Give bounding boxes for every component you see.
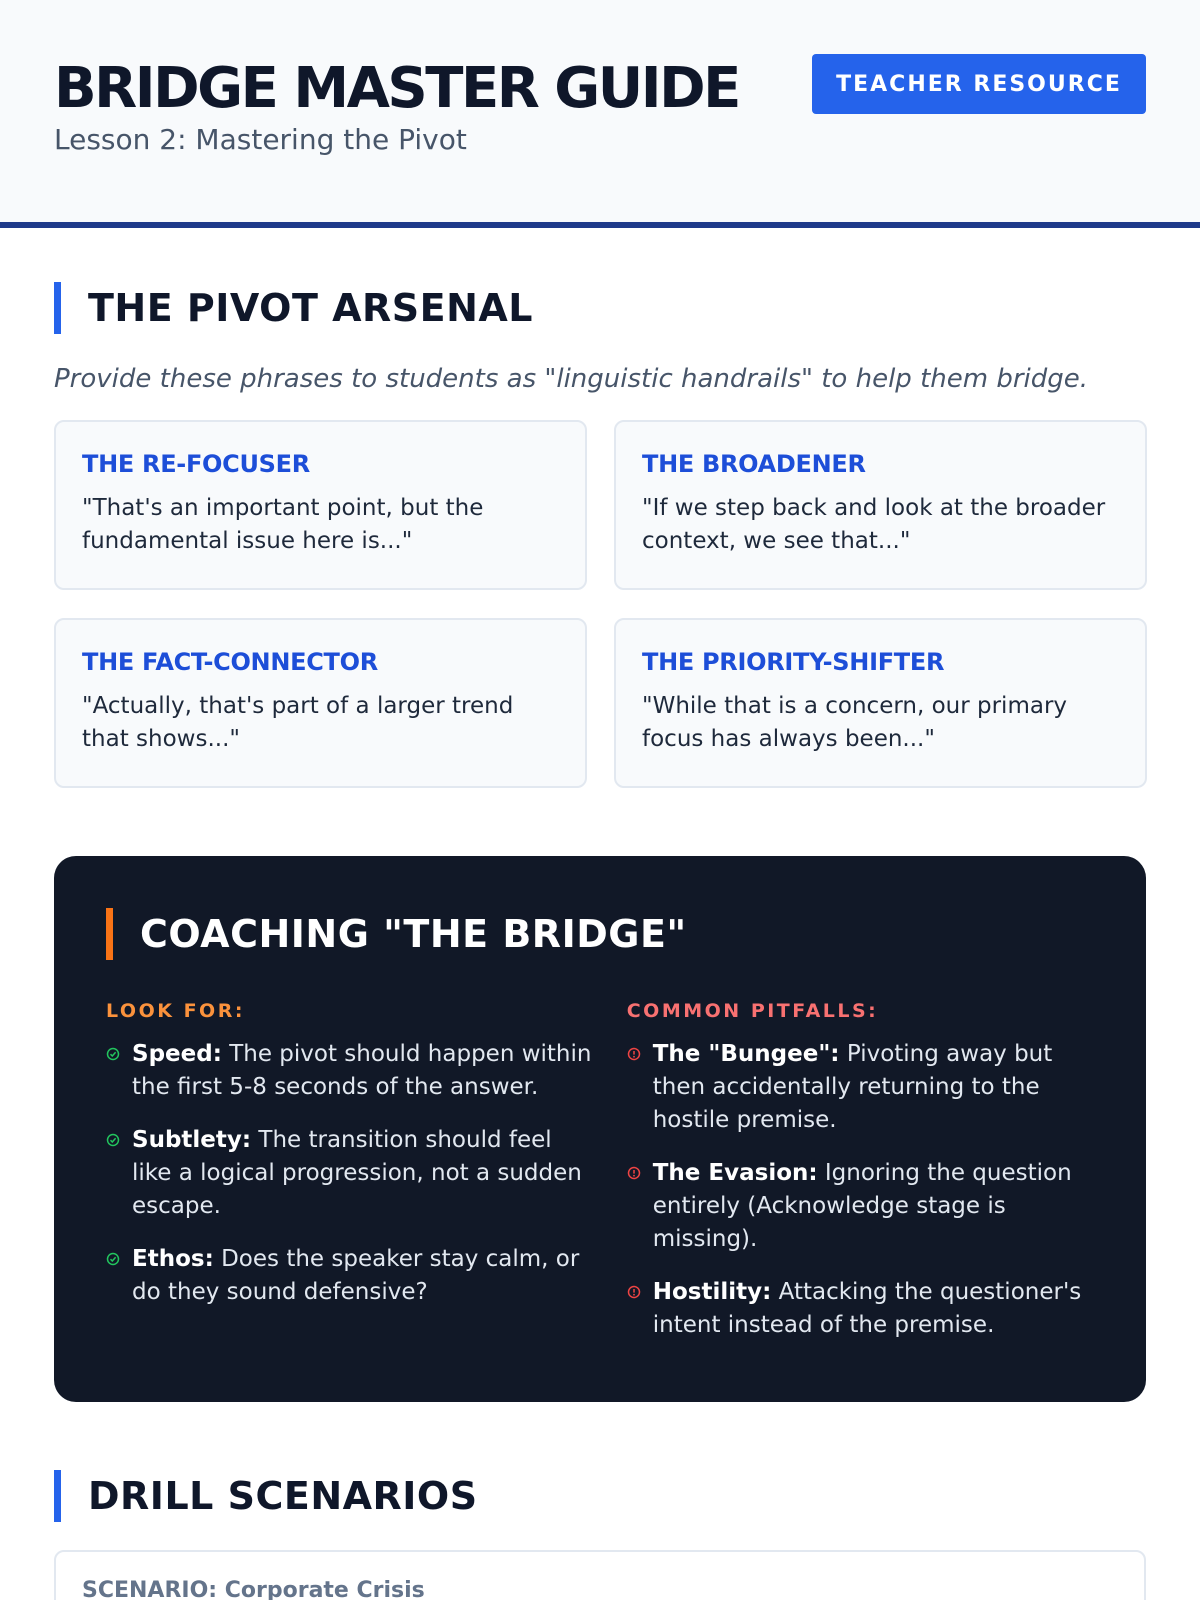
page-title: BRIDGE MASTER GUIDE bbox=[54, 56, 739, 121]
scenario-card bbox=[54, 1550, 1146, 1600]
pivot-arsenal-heading: THE PIVOT ARSENAL bbox=[88, 286, 534, 330]
drill-scenarios-heading: DRILL SCENARIOS bbox=[88, 1474, 478, 1518]
list-item bbox=[627, 1276, 1094, 1342]
heading-accent-bar bbox=[106, 908, 113, 960]
alert-circle-icon bbox=[627, 1276, 653, 1304]
list-item-term: Speed: bbox=[132, 1041, 222, 1067]
list-item-text bbox=[653, 1038, 1094, 1137]
pitfalls-label: COMMON PITFALLS: bbox=[626, 1000, 879, 1022]
list-item bbox=[106, 1124, 593, 1223]
list-item-text bbox=[132, 1124, 593, 1223]
phrase-card-title: THE RE-FOCUSER bbox=[82, 450, 310, 478]
heading-accent-bar bbox=[54, 1470, 61, 1522]
teacher-resource-badge: TEACHER RESOURCE bbox=[812, 54, 1146, 114]
phrase-card-fact-connector bbox=[54, 618, 587, 788]
list-item-body: Attacking the questioner's intent instead of the premise. bbox=[652, 1279, 1082, 1338]
list-item-text bbox=[132, 1243, 593, 1309]
alert-circle-icon bbox=[627, 1157, 653, 1185]
list-item-term: The "Bungee": bbox=[652, 1041, 840, 1067]
list-item bbox=[106, 1243, 593, 1309]
pitfalls-list bbox=[627, 1038, 1094, 1342]
list-item-text bbox=[132, 1038, 593, 1104]
phrase-card-text: "Actually, that's part of a larger trend that shows..." bbox=[82, 693, 514, 752]
check-circle-icon bbox=[106, 1038, 132, 1066]
list-item-term: Ethos: bbox=[132, 1246, 214, 1272]
phrase-card-priority-shifter bbox=[614, 618, 1147, 788]
list-item-body: Ignoring the question entirely (Acknowledge stage is missing). bbox=[652, 1160, 1072, 1252]
phrase-card-text: "That's an important point, but the fundamental issue here is..." bbox=[82, 495, 484, 554]
page-header bbox=[0, 0, 1200, 228]
phrase-card-title: THE FACT-CONNECTOR bbox=[82, 648, 378, 676]
phrase-card-text: "If we step back and look at the broader context, we see that..." bbox=[642, 495, 1106, 554]
list-item-body: Does the speaker stay calm, or do they sound defensive? bbox=[132, 1246, 580, 1305]
coaching-columns bbox=[106, 1000, 1094, 1362]
phrase-card-text: "While that is a concern, our primary focus has always been..." bbox=[642, 693, 1068, 752]
alert-circle-icon bbox=[627, 1038, 653, 1066]
pivot-arsenal-section bbox=[0, 282, 1200, 788]
heading-accent-bar bbox=[54, 282, 61, 334]
coaching-bridge-panel bbox=[54, 856, 1146, 1402]
look-for-label: LOOK FOR: bbox=[106, 1000, 245, 1022]
list-item-body: Pivoting away but then accidentally returning to the hostile premise. bbox=[652, 1041, 1053, 1133]
phrase-card-refocuser bbox=[54, 420, 587, 590]
page-subtitle: Lesson 2: Mastering the Pivot bbox=[54, 123, 467, 156]
list-item-body: The transition should feel like a logical progression, not a sudden escape. bbox=[132, 1127, 582, 1219]
coaching-heading: COACHING "THE BRIDGE" bbox=[140, 912, 687, 956]
list-item bbox=[627, 1157, 1094, 1256]
look-for-list bbox=[106, 1038, 593, 1309]
list-item-text bbox=[653, 1276, 1094, 1342]
scenario-label: SCENARIO: Corporate Crisis bbox=[82, 1578, 425, 1600]
arsenal-intro: Provide these phrases to students as "linguistic handrails" to help them bridge. bbox=[54, 364, 1089, 394]
list-item bbox=[627, 1038, 1094, 1137]
list-item-term: Hostility: bbox=[652, 1279, 772, 1305]
list-item bbox=[106, 1038, 593, 1104]
look-for-column bbox=[106, 1000, 593, 1362]
list-item-term: The Evasion: bbox=[652, 1160, 818, 1186]
section-heading bbox=[106, 908, 1094, 960]
check-circle-icon bbox=[106, 1243, 132, 1271]
section-heading bbox=[54, 282, 1146, 334]
pitfalls-column bbox=[627, 1000, 1094, 1362]
check-circle-icon bbox=[106, 1124, 132, 1152]
phrase-card-broadener bbox=[614, 420, 1147, 590]
section-heading bbox=[54, 1470, 1146, 1522]
phrase-card-title: THE PRIORITY-SHIFTER bbox=[642, 648, 945, 676]
list-item-term: Subtlety: bbox=[132, 1127, 252, 1153]
phrase-card-title: THE BROADENER bbox=[642, 450, 866, 478]
phrase-card-grid bbox=[54, 420, 1146, 788]
list-item-body: The pivot should happen within the first 5-8 seconds of the answer. bbox=[132, 1041, 592, 1100]
drill-scenarios-section bbox=[0, 1470, 1200, 1600]
list-item-text bbox=[653, 1157, 1094, 1256]
